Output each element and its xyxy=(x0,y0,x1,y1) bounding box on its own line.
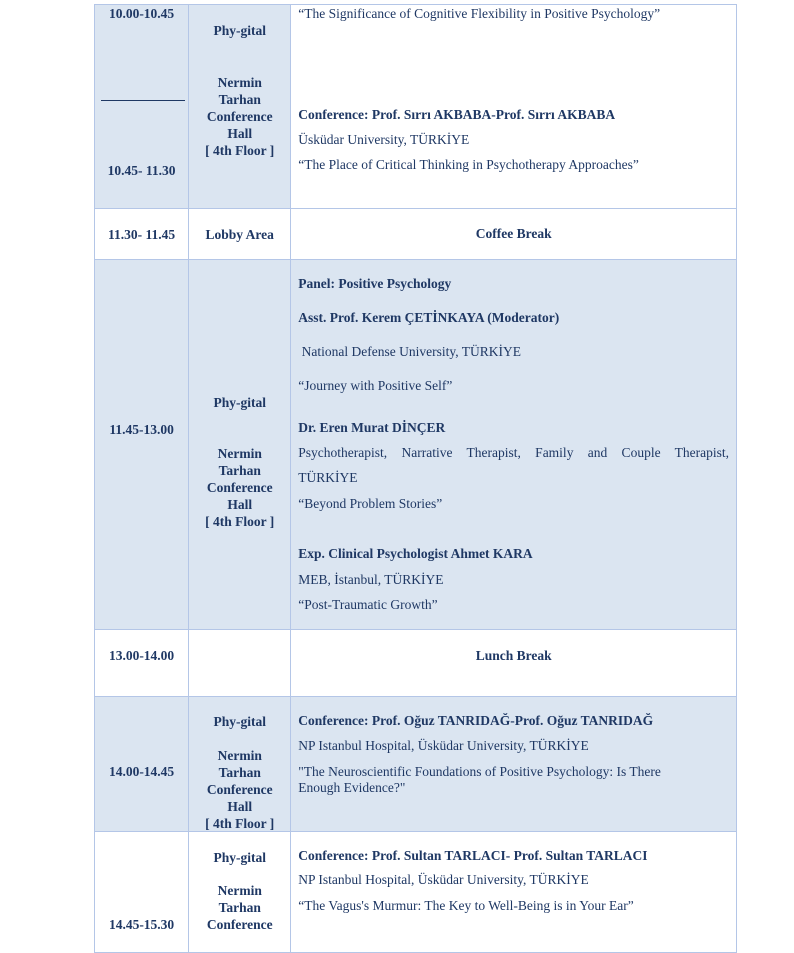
venue-mode: Phy-gital xyxy=(213,23,266,38)
table-row xyxy=(95,5,737,209)
session-cell xyxy=(291,209,737,260)
venue-cell xyxy=(189,209,291,260)
time-cell xyxy=(95,630,189,697)
venue-cell xyxy=(189,260,291,630)
affiliation: NP Istanbul Hospital, Üsküdar University, TÜRKİYE xyxy=(298,738,589,753)
venue-name: Nermin Tarhan Conference Hall [ 4th Floor ] xyxy=(205,446,275,529)
time-cell xyxy=(95,5,189,209)
venue-name: Lobby Area xyxy=(205,227,274,242)
table-row xyxy=(95,209,737,260)
talk-title: “Post-Traumatic Growth” xyxy=(298,597,438,612)
affiliation: NP Istanbul Hospital, Üsküdar University, TÜRKİYE xyxy=(298,872,589,887)
time-slot: 11.30- 11.45 xyxy=(108,227,176,242)
time-cell xyxy=(95,832,189,953)
venue-name: Nermin Tarhan Conference xyxy=(206,883,273,932)
schedule-table xyxy=(94,4,737,953)
conference-heading: Conference: Prof. Oğuz TANRIDAĞ-Prof. Oğuz TANRIDAĞ xyxy=(298,713,654,728)
talk-title: “Journey with Positive Self” xyxy=(298,378,453,393)
session-cell xyxy=(291,832,737,953)
time-cell xyxy=(95,260,189,630)
speaker-name: Dr. Eren Murat DİNÇER xyxy=(298,420,446,435)
table-row xyxy=(95,630,737,697)
affiliation: MEB, İstanbul, TÜRKİYE xyxy=(298,572,444,587)
affiliation: National Defense University, TÜRKİYE xyxy=(298,344,521,359)
speaker-name: Asst. Prof. Kerem ÇETİNKAYA (Moderator) xyxy=(298,310,560,325)
time-slot: 14.45-15.30 xyxy=(108,917,175,932)
time-cell xyxy=(95,209,189,260)
time-cell xyxy=(95,697,189,832)
break-label: Coffee Break xyxy=(475,226,552,241)
venue-mode: Phy-gital xyxy=(213,850,266,865)
venue-mode: Phy-gital xyxy=(213,395,266,410)
talk-title: "The Neuroscientific Foundations of Positive Psychology: Is There Enough Evidence?" xyxy=(298,764,661,795)
table-row xyxy=(95,697,737,832)
session-cell xyxy=(291,630,737,697)
panel-heading: Panel: Positive Psychology xyxy=(298,276,452,291)
venue-cell xyxy=(189,832,291,953)
session-cell xyxy=(291,697,737,832)
time-slot: 11.45-13.00 xyxy=(109,422,174,437)
break-label: Lunch Break xyxy=(475,648,552,663)
conference-heading: Conference: Prof. Sırrı AKBABA-Prof. Sırrı AKBABA xyxy=(298,107,616,122)
conference-heading: Conference: Prof. Sultan TARLACI- Prof. Sultan TARLACI xyxy=(298,848,648,863)
time-slot: 14.00-14.45 xyxy=(108,764,175,779)
talk-title: “The Place of Critical Thinking in Psychotherapy Approaches” xyxy=(298,157,639,172)
venue-mode: Phy-gital xyxy=(213,714,266,729)
table-row xyxy=(95,832,737,953)
divider xyxy=(101,100,185,101)
talk-title: “The Significance of Cognitive Flexibility in Positive Psychology” xyxy=(298,6,661,21)
time-slot: 10.45- 11.30 xyxy=(107,163,176,178)
speaker-name: Exp. Clinical Psychologist Ahmet KARA xyxy=(298,546,533,561)
venue-cell xyxy=(189,630,291,697)
session-cell xyxy=(291,5,737,209)
time-slot: 13.00-14.00 xyxy=(108,648,175,663)
time-slot: 10.00-10.45 xyxy=(108,6,175,21)
venue-cell xyxy=(189,5,291,209)
table-row xyxy=(95,260,737,630)
affiliation: Üsküdar University, TÜRKİYE xyxy=(298,132,470,147)
venue-name: Nermin Tarhan Conference Hall [ 4th Floor ] xyxy=(205,748,275,831)
venue-name: Nermin Tarhan Conference Hall [ 4th Floor ] xyxy=(205,75,275,158)
affiliation: Psychotherapist, Narrative Therapist, Family and Couple Therapist, xyxy=(298,445,729,460)
talk-title: “Beyond Problem Stories” xyxy=(298,496,443,511)
affiliation: TÜRKİYE xyxy=(298,470,358,485)
venue-cell xyxy=(189,697,291,832)
session-cell xyxy=(291,260,737,630)
talk-title: “The Vagus's Murmur: The Key to Well-Being is in Your Ear” xyxy=(298,898,634,913)
